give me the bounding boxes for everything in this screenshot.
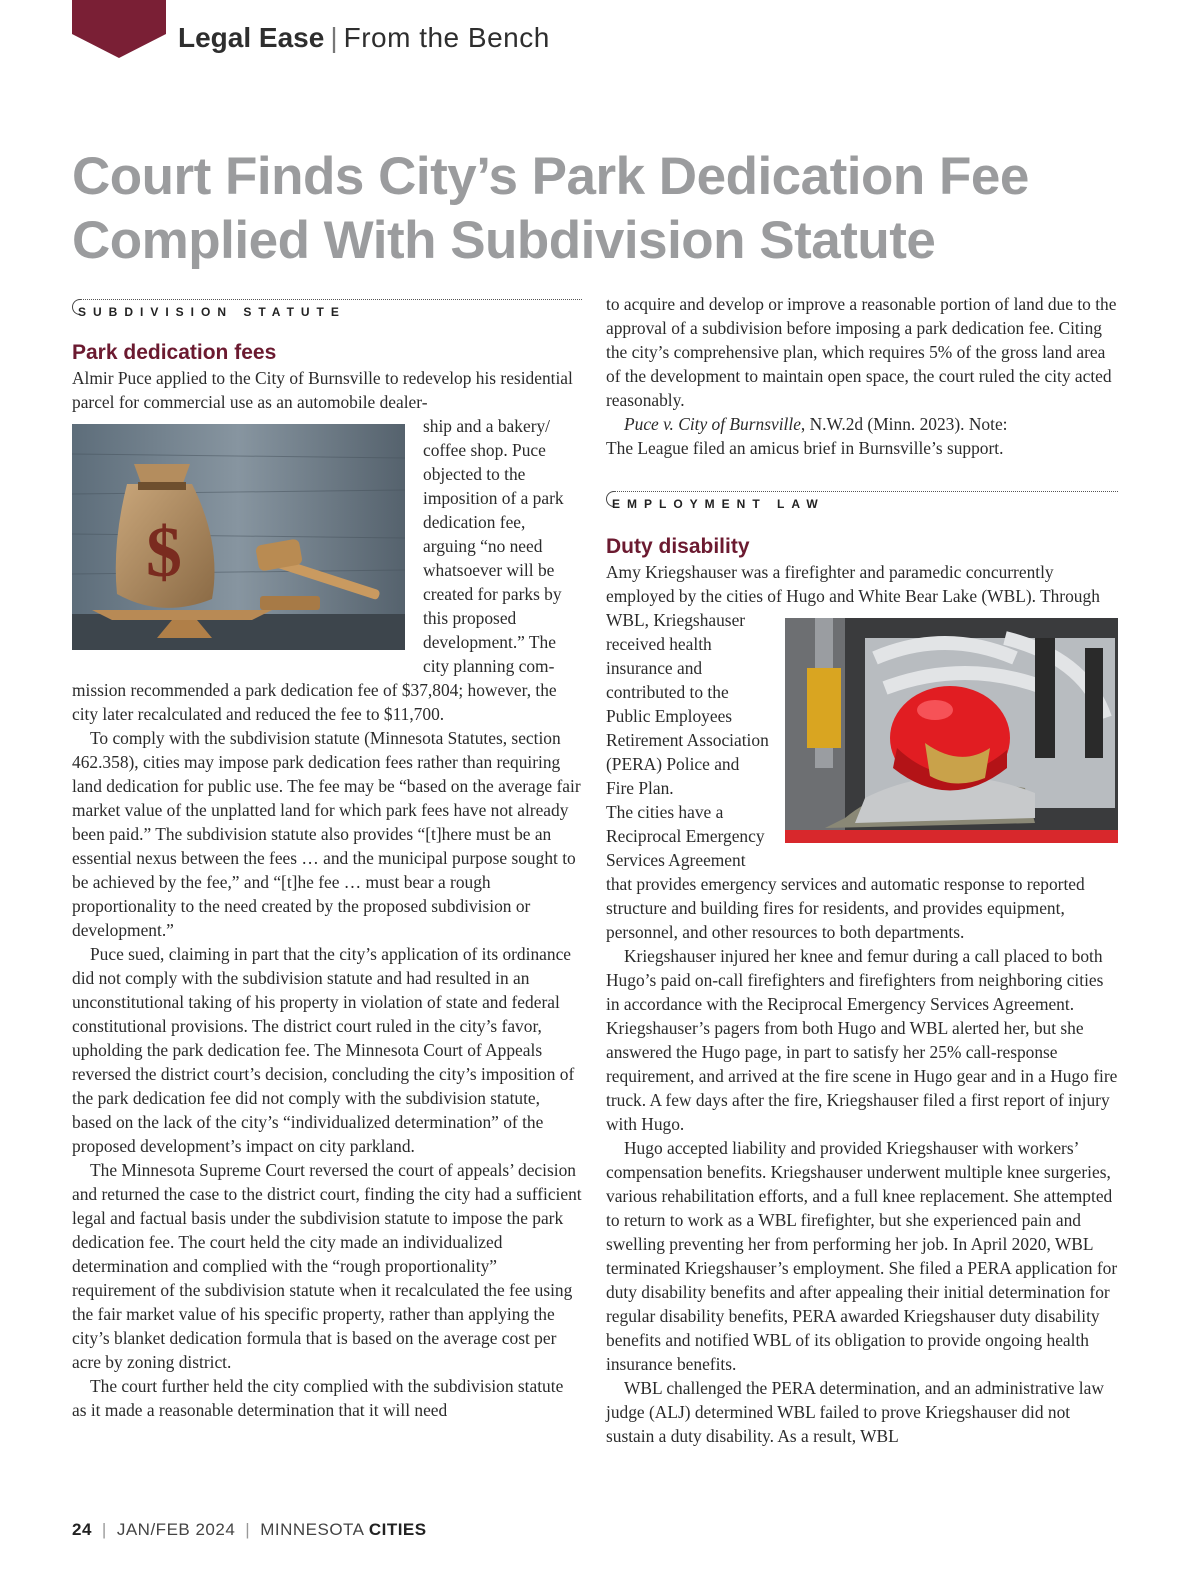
series-separator: | bbox=[330, 22, 338, 53]
svg-text:$: $ bbox=[146, 512, 182, 592]
paragraph-5: The court further held the city complied with the subdivision statute as it made a reasonable determination that it will need bbox=[72, 1376, 564, 1420]
firefighter-gear-image bbox=[785, 618, 1118, 843]
kicker-label: EMPLOYMENT LAW bbox=[612, 497, 825, 511]
kicker-subdivision-statute bbox=[72, 292, 582, 326]
paragraph-4: The Minnesota Supreme Court reversed the court of appeals’ decision and returned the case to the district court, finding the city had a sufficient legal and factual basis under the subdivision statute to impose the park dedication fee. The court held the city made an individualized determination and complied with the “rough proportionality” requirement of the subdivision statute when it recalculated the fee using the fair market value of his specific property, rather than applying the city’s blanket dedication formula that is based on the average cost per acre by zoning district. bbox=[72, 1160, 582, 1372]
kicker-employment-law bbox=[606, 484, 1118, 518]
kicker-label: SUBDIVISION STATUTE bbox=[78, 305, 346, 319]
paragraph-1c: mission recommended a park dedication fee of $37,804; however, the city later recalculated and reduced the fee to $11,700. bbox=[72, 680, 557, 724]
paragraph-1a: Almir Puce applied to the City of Burnsville to redevelop his residential parcel for commercial use as an automobile dealer- bbox=[72, 368, 573, 412]
publication-name: CITIES bbox=[368, 1520, 427, 1539]
paragraph-a1b: WBL, Kriegshauser received health insurance and contributed to the Public Employees Retirement Association (PERA) Police and Fire Plan. bbox=[606, 610, 769, 798]
paragraph-a2: Kriegshauser injured her knee and femur during a call placed to both Hugo’s paid on-call firefighters and firefighters from neighboring cities in accordance with the Reciprocal Emergency Services Agreement. Kriegshauser’s pagers from both Hugo and WBL alerted her, but she answered the Hugo page, in part to satisfy her 25% call-response requirement, and arrived at the fire scene in Hugo gear and in a Hugo fire truck. A few days after the fire, Kriegshauser filed a first report of injury with Hugo. bbox=[606, 946, 1118, 1134]
publication-prefix: MINNESOTA bbox=[260, 1520, 364, 1539]
series-title: Legal Ease bbox=[178, 22, 325, 53]
paragraph-3: Puce sued, claiming in part that the city’s application of its ordinance did not comply with the subdivision statute and had resulted in an unconstitutional taking of his property in violation of state and federal constitutional provisions. The district court ruled in the city’s favor, upholding the park dedication fee. The Minnesota Court of Appeals reversed the district court’s decision, concluding the city’s imposition of the park dedication fee did not comply with the subdivision statute, based on the lack of the city’s “individualized determination” of the proposed development’s impact on city parkland. bbox=[72, 944, 575, 1156]
paragraph-a3: Hugo accepted liability and provided Kriegshauser with workers’ compensation benefits. Kriegshauser underwent multiple knee surgeries, various rehabilitation efforts, and a full knee replacement. She attempted to return to work as a WBL firefighter, but she experienced pain and swelling preventing her from performing her job. In April 2020, WBL terminated Kriegshauser’s employment. She filed a PERA application for duty disability benefits and after appealing their initial determination for regular disability benefits, PERA awarded Kriegshauser duty disability benefits and notified WBL of its obligation to provide ongoing health insurance benefits. bbox=[606, 1138, 1118, 1374]
headline-line-1: Court Finds City’s Park Dedication Fee bbox=[72, 147, 1029, 206]
citation-rest: , N.W.2d (Minn. 2023). Note: bbox=[800, 414, 1008, 434]
paragraph-a4: WBL challenged the PERA determination, and an administrative law judge (ALJ) determined WBL failed to prove Kriegshauser did not sustain a duty disability. As a result, WBL bbox=[606, 1378, 1104, 1446]
headline-line-2: Complied With Subdivision Statute bbox=[72, 211, 936, 270]
paragraph-a1c: The cities have a Reciprocal Emergency Services Agreement that provides emergency services and automatic response to reported structure and building fires for residents, and provides equipment, personnel, and other resources to both departments. bbox=[606, 802, 1085, 942]
citation-note: The League filed an amicus brief in Burnsville’s support. bbox=[606, 438, 1004, 458]
firefighter-helmet-icon bbox=[785, 618, 1118, 843]
money-bag-gavel-image bbox=[72, 424, 405, 650]
footer-divider: | bbox=[101, 1520, 107, 1539]
paragraph-6: to acquire and develop or improve a reasonable portion of land due to the approval of a subdivision before imposing a park dedication fee. Citing the city’s comprehensive plan, which requires 5% of the gross land area of the development to maintain open space, the court ruled the city acted reasonably. bbox=[606, 294, 1117, 410]
subhead-duty-disability: Duty disability bbox=[606, 535, 750, 558]
paragraph-1b: ship and a bakery/ coffee shop. Puce objected to the imposition of a park dedication fee, arguing “no need whatsoever will be created for parks by this proposed development.” The city planning com- bbox=[423, 416, 564, 676]
paragraph-a1: Amy Kriegshauser was a firefighter and paramedic concurrently employed by the cities of Hugo and White Bear Lake (WBL). Through bbox=[606, 562, 1100, 606]
series-header bbox=[178, 22, 550, 54]
section-tab-marker bbox=[72, 0, 166, 58]
headline bbox=[72, 145, 1200, 273]
paragraph-2: To comply with the subdivision statute (Minnesota Statutes, section 462.358), cities may impose park dedication fees rather than requiring land dedication for public use. The fee may be “based on the average fair market value of the unplatted land for which park fees have not already been paid.” The subdivision statute also provides “[t]here must be an essential nexus between the fees … and the municipal purpose sought to be achieved by the fee,” and “[t]he fee … must bear a rough proportionality to the need created by the proposed subdivision or development.” bbox=[72, 728, 581, 940]
series-section: From the Bench bbox=[343, 22, 550, 53]
left-column bbox=[72, 292, 582, 1422]
page-number: 24 bbox=[72, 1520, 92, 1539]
citation-case: Puce v. City of Burnsville bbox=[624, 414, 801, 434]
subhead-park-dedication: Park dedication fees bbox=[72, 341, 277, 364]
right-column bbox=[606, 292, 1118, 1448]
page-footer bbox=[72, 1520, 427, 1540]
issue-date: JAN/FEB 2024 bbox=[116, 1520, 236, 1539]
money-bag-gavel-icon bbox=[72, 424, 405, 650]
footer-divider: | bbox=[245, 1520, 251, 1539]
citation bbox=[606, 412, 1118, 436]
